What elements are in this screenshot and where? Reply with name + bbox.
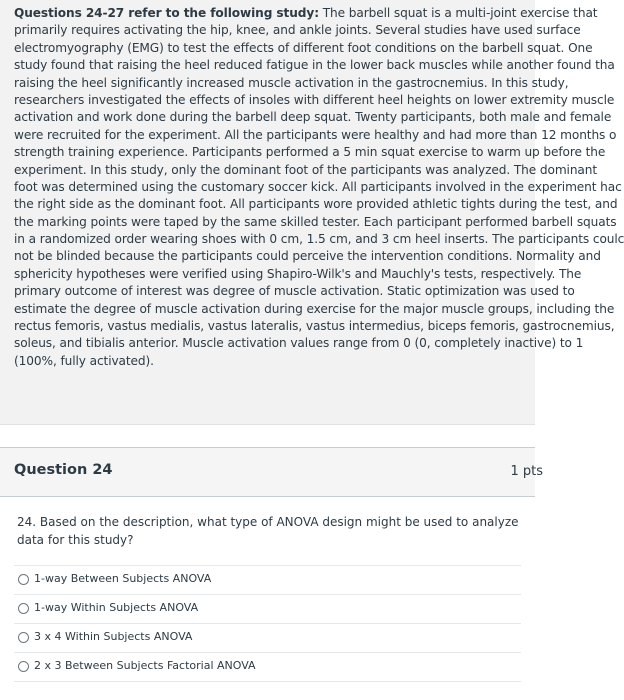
radio-button-icon[interactable] — [18, 632, 29, 643]
stimulus-line-text: strength training experience. Participants performed a 5 min squat exercise to warm up before the — [14, 145, 606, 160]
stimulus-line — [14, 162, 598, 179]
answer-option[interactable] — [14, 652, 521, 682]
stimulus-line-text: soleus, and tibialis anterior. Muscle activation values range from 0 (0, completely inactive) to 1 — [14, 336, 584, 351]
stimulus-text — [14, 5, 624, 370]
question-points: 1 pts — [510, 464, 543, 479]
stimulus-line — [14, 214, 617, 231]
stimulus-line-text: estimate the degree of muscle activation during exercise for the major muscle groups, including the — [14, 301, 615, 316]
question-title: Question 24 — [14, 462, 113, 478]
stimulus-line — [14, 179, 622, 196]
stimulus-line-text: study found that raising the heel reduced fatigue in the lower back muscles while another found tha — [14, 58, 615, 73]
stimulus-line-text: (100%, fully activated). — [14, 353, 154, 368]
stimulus-line — [14, 5, 598, 22]
answer-list — [0, 565, 535, 682]
stimulus-line-text: in a randomized order wearing shoes with 0 cm, 1.5 cm, and 3 cm heel inserts. The participants coulc — [14, 232, 624, 247]
stimulus-line-text: raising the heel significantly increased muscle activation in the gastrocnemius. In this study, — [14, 75, 569, 90]
stimulus-line — [14, 127, 617, 144]
answer-label[interactable]: 3 x 4 Within Subjects ANOVA — [34, 630, 193, 643]
answer-label[interactable]: 1-way Within Subjects ANOVA — [34, 601, 199, 614]
stimulus-line-text: experiment. In this study, only the dominant foot of the participants was analyzed. The dominant — [14, 162, 598, 177]
stimulus-line-text: were recruited for the experiment. All the participants were healthy and had more than 12 months o — [14, 127, 617, 142]
question-header — [0, 447, 543, 497]
stimulus-line-text: researchers investigated the effects of insoles with different heel heights on lower extremity muscle — [14, 92, 615, 107]
stimulus-line-text: primary outcome of interest was degree of muscle activation. Static optimization was used to — [14, 284, 575, 299]
stimulus-line — [14, 57, 615, 74]
stimulus-line-text: The barbell squat is a multi-joint exercise that — [318, 6, 598, 20]
answer-option[interactable] — [14, 565, 521, 594]
stimulus-line — [14, 248, 601, 265]
stimulus-line — [14, 92, 615, 109]
stimulus-line-text: rectus femoris, vastus medialis, vastus lateralis, vastus intermedius, biceps femoris, gastrocnemius, — [14, 319, 615, 334]
stimulus-line-text: the marking points were taped by the same skilled tester. Each participant performed barbell squats — [14, 214, 617, 229]
answer-option[interactable] — [14, 623, 521, 652]
stimulus-line-text: electromyography (EMG) to test the effects of different foot conditions on the barbell squat. One — [14, 40, 593, 55]
stimulus-line — [14, 301, 615, 318]
stimulus-line-text: the right side as the dominant foot. All participants wore provided athletic tights during the test, and — [14, 197, 618, 212]
stimulus-line — [14, 335, 584, 352]
divider — [0, 424, 535, 425]
answer-label[interactable]: 2 x 3 Between Subjects Factorial ANOVA — [34, 659, 256, 672]
radio-button-icon[interactable] — [18, 661, 29, 672]
answer-option[interactable] — [14, 594, 521, 623]
stimulus-line — [14, 144, 606, 161]
stimulus-line-text: activation and work done during the barbell deep squat. Twenty participants, both male and female — [14, 110, 612, 125]
answer-label[interactable]: 1-way Between Subjects ANOVA — [34, 572, 212, 585]
stimulus-line — [14, 318, 615, 335]
stimulus-line — [14, 283, 575, 300]
radio-button-icon[interactable] — [18, 574, 29, 585]
stimulus-line-text: foot was determined using the customary soccer kick. All participants involved in the experiment hac — [14, 179, 622, 194]
stimulus-line — [14, 266, 582, 283]
stimulus-line — [14, 353, 554, 370]
stimulus-lead-in: Questions 24-27 refer to the following study: — [14, 6, 319, 20]
stimulus-line — [14, 75, 569, 92]
stimulus-line-text: not be blinded because the participants could perceive the intervention conditions. Normality and — [14, 249, 601, 264]
stimulus-line — [14, 231, 624, 248]
radio-button-icon[interactable] — [18, 603, 29, 614]
stimulus-line — [14, 109, 612, 126]
stimulus-line — [14, 40, 593, 57]
stimulus-line-text: primarily requires activating the hip, knee, and ankle joints. Several studies have used surface — [14, 23, 581, 38]
stimulus-line — [14, 22, 581, 39]
stimulus-line — [14, 196, 618, 213]
question-prompt: 24. Based on the description, what type of ANOVA design might be used to analyze data for this study? — [17, 515, 519, 547]
stimulus-line-text: sphericity hypotheses were verified using Shapiro-Wilk's and Mauchly's tests, respectively. The — [14, 266, 582, 281]
